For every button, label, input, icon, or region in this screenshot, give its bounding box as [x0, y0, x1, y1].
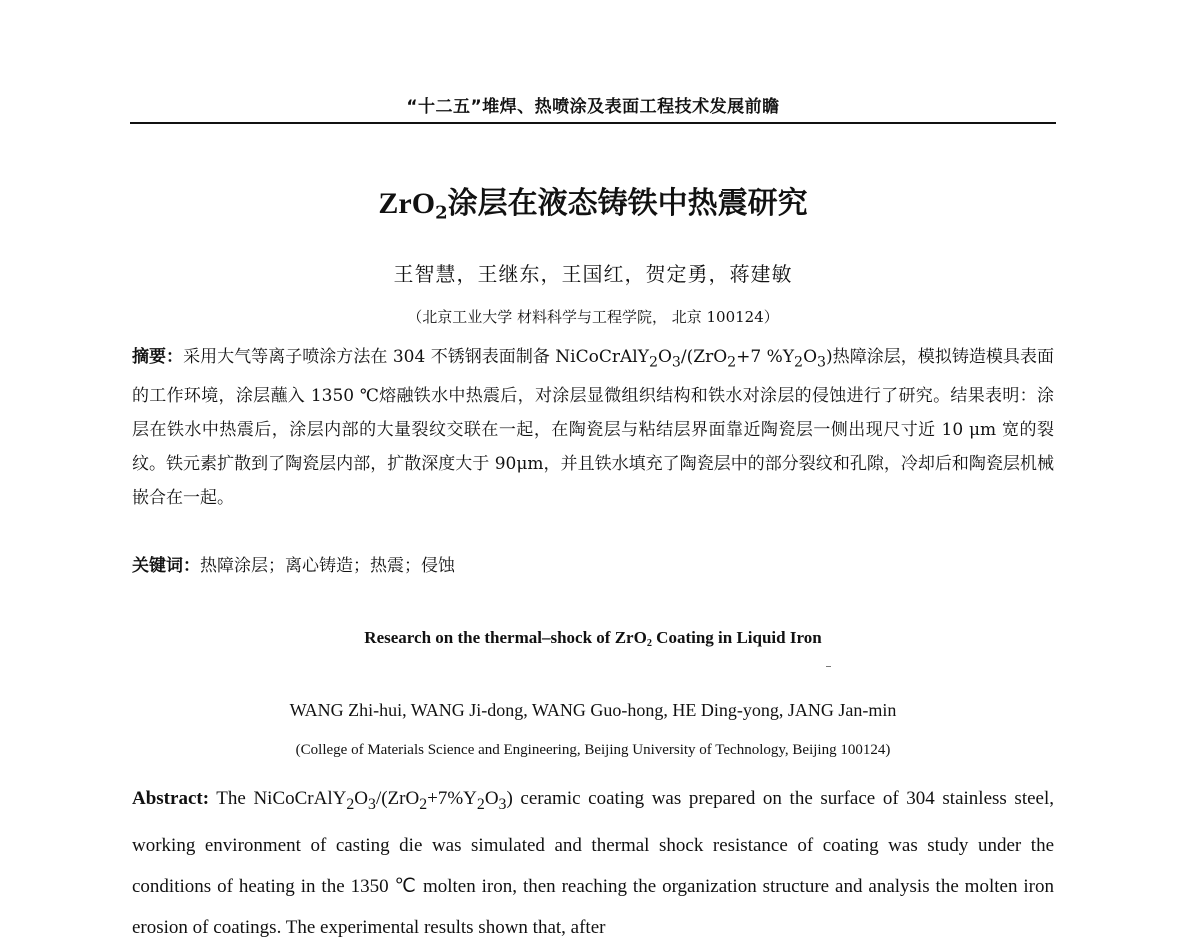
chinese-abstract-text: )热障涂层，模拟铸造模具表面的工作环境，涂层蘸入 1350 ℃熔融铁水中热震后，对涂层显微组织结构和铁水对涂层的侵蚀进行了研究。结果表明：涂层在铁水中热震后，涂层内部的大量裂纹交联在一起，在陶瓷层与粘结层界面靠近陶瓷层一侧出现尺寸近 10 μm 宽的裂纹。铁元素扩散到了陶瓷层内部，扩散深度大于 90μm，并且铁水填充了陶瓷层中的部分裂纹和孔隙，冷却后和陶瓷层机械嵌合在一起。	[132, 347, 1054, 509]
english-title-subscript: 2	[646, 638, 652, 650]
chinese-authors: 王智慧，王继东，王国红，贺定勇，蒋建敏	[393, 262, 793, 286]
title-subscript: 2	[435, 202, 448, 224]
english-abstract-text: ) ceramic coating was prepared on the surface of 304 stainless steel, working environment of casting die was simulated and thermal shock resistance of coating was study under the conditions of heating in the 1350 ℃ molten iron, then reaching the organization structure and analysis the molten iron erosion of coatings. The experimental results shown that, after	[132, 788, 1054, 938]
english-abstract-label: Abstract:	[132, 788, 210, 809]
chinese-keywords-label: 关键词：	[132, 556, 200, 576]
english-abstract-text: /(ZrO	[375, 788, 420, 809]
subscript: 3	[368, 795, 376, 813]
chinese-keywords	[132, 551, 1054, 581]
chinese-abstract-text: 采用大气等离子喷涂方法在 304 不锈钢表面制备 NiCoCrAlY	[183, 347, 649, 367]
title-text: 涂层在液态铸铁中热震研究	[447, 186, 808, 221]
chinese-abstract-text: /(ZrO	[680, 347, 728, 367]
english-title-text: Coating in Liquid Iron	[651, 628, 822, 647]
subscript: 2	[419, 795, 428, 813]
english-affiliation: (College of Materials Science and Engineering, Beijing University of Technology, Beijing 100124)	[295, 742, 891, 758]
subscript: 2	[648, 354, 658, 371]
english-abstract	[132, 778, 1054, 948]
english-title-text: Research on the thermal–shock of ZrO	[364, 628, 647, 647]
english-abstract-text: O	[354, 788, 369, 809]
english-abstract-text: +7%Y	[427, 788, 477, 809]
chinese-abstract-text: O	[803, 347, 817, 367]
subscript: 3	[498, 795, 507, 813]
subscript: 3	[671, 354, 681, 371]
subscript: 2	[794, 354, 804, 371]
chinese-title	[130, 178, 1056, 223]
subscript: 2	[476, 795, 485, 813]
subscript: 2	[727, 354, 737, 371]
chinese-abstract-label: 摘要：	[132, 347, 184, 367]
running-header: “十二五”堆焊、热喷涂及表面工程技术发展前瞻	[406, 97, 780, 117]
english-authors: WANG Zhi-hui, WANG Ji-dong, WANG Guo-hong, HE Ding-yong, JANG Jan-min	[289, 700, 897, 720]
chinese-abstract-text: +7 %Y	[736, 347, 795, 367]
chinese-abstract	[132, 340, 1054, 515]
subscript: 2	[346, 795, 355, 813]
chinese-keywords-text: 热障涂层；离心铸造；热震；侵蚀	[200, 556, 455, 576]
header-rule	[130, 122, 1056, 124]
chinese-affiliation: （北京工业大学 材料科学与工程学院， 北京 100124）	[407, 308, 779, 326]
chinese-abstract-text: O	[657, 347, 672, 367]
english-abstract-text: O	[484, 788, 499, 809]
english-abstract-text: The NiCoCrAlY	[209, 788, 347, 809]
subscript: 3	[817, 354, 827, 371]
english-title	[130, 628, 1056, 649]
title-formula: ZrO	[378, 187, 436, 220]
scan-mark	[826, 666, 831, 667]
